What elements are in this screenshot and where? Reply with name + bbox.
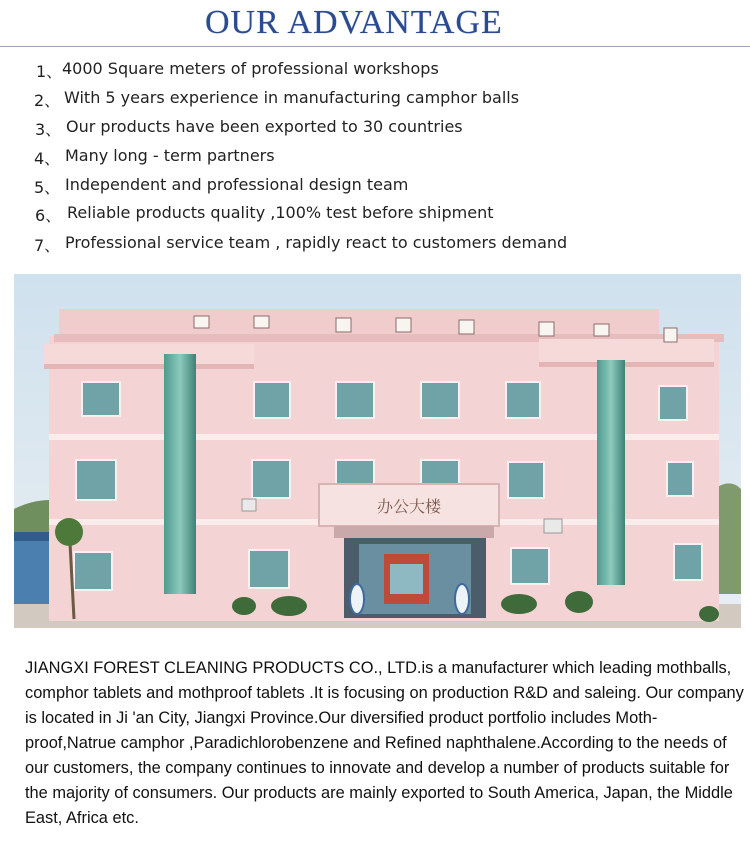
company-description: JIANGXI FOREST CLEANING PRODUCTS CO., LTD.is a manufacturer which leading mothballs, comphor tablets and mothproof tablets .It is focusing on production R&D and saleing. Our company is located in Ji 'an City, Jiangxi Province.Our diversified product portfolio includes Moth-proof,Natrue camphor ,Paradichlorobenzene and Refined naphthalene.According to the needs of our customers, the company continues to innovate and develop a number of products suitable for the majority of consumers. Our products are mainly exported to South America, Japan, the Middle East, Africa etc.: [25, 659, 744, 827]
list-item-text: 4000 Square meters of professional workshops: [62, 59, 439, 78]
building-sign: 办公大楼: [376, 497, 442, 516]
header: [0, 0, 750, 50]
list-item-number: 6、: [35, 206, 62, 225]
list-item-number: 4、: [34, 149, 61, 168]
list-item-number: 3、: [35, 120, 62, 139]
list-item-number: 7、: [34, 236, 61, 255]
list-item-text: Professional service team , rapidly react to customers demand: [65, 233, 568, 252]
list-item-number: 2、: [34, 91, 61, 110]
title-divider: [0, 46, 750, 47]
list-item-text: Our products have been exported to 30 countries: [66, 117, 463, 136]
page-title: OUR ADVANTAGE: [205, 4, 503, 41]
list-item-text: Reliable products quality ,100% test before shipment: [67, 203, 494, 222]
list-item-text: Many long - term partners: [65, 146, 275, 165]
list-item-text: With 5 years experience in manufacturing camphor balls: [64, 88, 520, 107]
list-item-number: 1、: [36, 62, 63, 81]
list-item-text: Independent and professional design team: [65, 175, 409, 194]
list-item-number: 5、: [34, 178, 61, 197]
office-building-photo: [14, 274, 741, 628]
